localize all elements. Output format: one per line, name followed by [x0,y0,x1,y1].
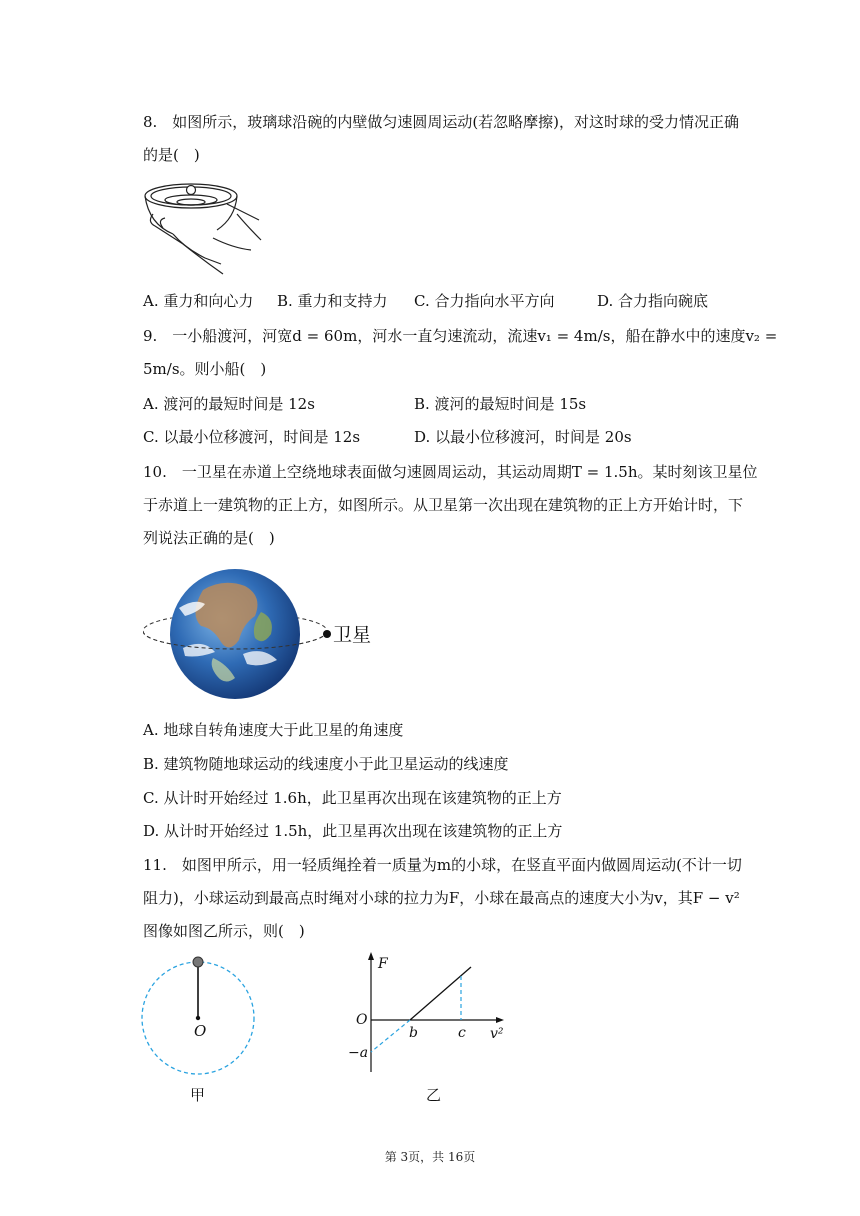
q8-option-a: A. 重力和向心力 [143,292,254,310]
q9-option-a: A. 渡河的最短时间是 12s [143,395,315,413]
b-label: b [409,1025,418,1041]
y-axis-arrow [368,952,374,960]
glass-ball [187,186,196,195]
q8-option-d: D. 合力指向碗底 [597,292,709,310]
earth-satellite-figure [143,568,383,703]
center-label: O [194,1022,207,1040]
graph-line [410,967,471,1020]
q10-line-2: 于赤道上一建筑物的正上方，如图所示。从卫星第一次出现在建筑物的正上方开始计时，下 [143,496,744,514]
q10-option-c: C. 从计时开始经过 1.6h，此卫星再次出现在该建筑物的正上方 [143,789,562,807]
q9-option-d: D. 以最小位移渡河，时间是 20s [414,428,632,446]
q10-line-3: 列说法正确的是( ) [143,529,275,547]
y-axis-label: F [378,956,388,972]
bowl-hands-figure [143,178,263,278]
satellite-dot [323,630,331,638]
x-axis-label: v² [490,1026,504,1042]
q8-line-2: 的是( ) [143,146,200,164]
q11-line-3: 图像如图乙所示，则( ) [143,922,305,940]
q10-line-1: 10. 一卫星在赤道上空绕地球表面做匀速圆周运动，其运动周期T = 1.5h。某时刻该卫星位 [143,463,758,481]
c-label: c [458,1025,466,1041]
q11-line-1: 11. 如图甲所示，用一轻质绳拴着一质量为m的小球，在竖直平面内做圆周运动(不计一切 [143,856,742,874]
x-axis-arrow [496,1017,504,1023]
page-footer: 第 3页，共 16页 [384,1150,476,1164]
figure-jia [135,952,265,1104]
q9-line-1: 9. 一小船渡河，河宽d = 60m，河水一直匀速流动，流速v₁ = 4m/s，船在静水中的速度v₂ = [143,327,778,345]
q10-option-a: A. 地球自转角速度大于此卫星的角速度 [143,721,404,739]
origin-label: O [356,1012,368,1028]
q8-line-1: 8. 如图所示，玻璃球沿碗的内壁做匀速圆周运动(若忽略摩擦)，对这时球的受力情况正确 [143,113,740,131]
q11-line-2: 阻力)，小球运动到最高点时绳对小球的拉力为F，小球在最高点的速度大小为v，其F − v² [143,889,740,907]
q9-line-2: 5m/s。则小船( ) [143,360,267,378]
q8-option-c: C. 合力指向水平方向 [414,292,555,310]
q10-option-b: B. 建筑物随地球运动的线速度小于此卫星运动的线速度 [143,755,509,773]
q10-option-d: D. 从计时开始经过 1.5h，此卫星再次出现在该建筑物的正上方 [143,822,563,840]
figure-yi [340,950,510,1105]
caption-jia: 甲 [190,1086,206,1104]
ball [193,957,203,967]
satellite-label: 卫星 [333,624,372,646]
center-point [196,1016,200,1020]
q9-option-c: C. 以最小位移渡河，时间是 12s [143,428,361,446]
q8-option-b: B. 重力和支持力 [277,292,388,310]
neg-a-label: −a [348,1045,369,1061]
graph-extension [371,1020,410,1052]
q9-option-b: B. 渡河的最短时间是 15s [414,395,587,413]
caption-yi: 乙 [426,1086,442,1104]
